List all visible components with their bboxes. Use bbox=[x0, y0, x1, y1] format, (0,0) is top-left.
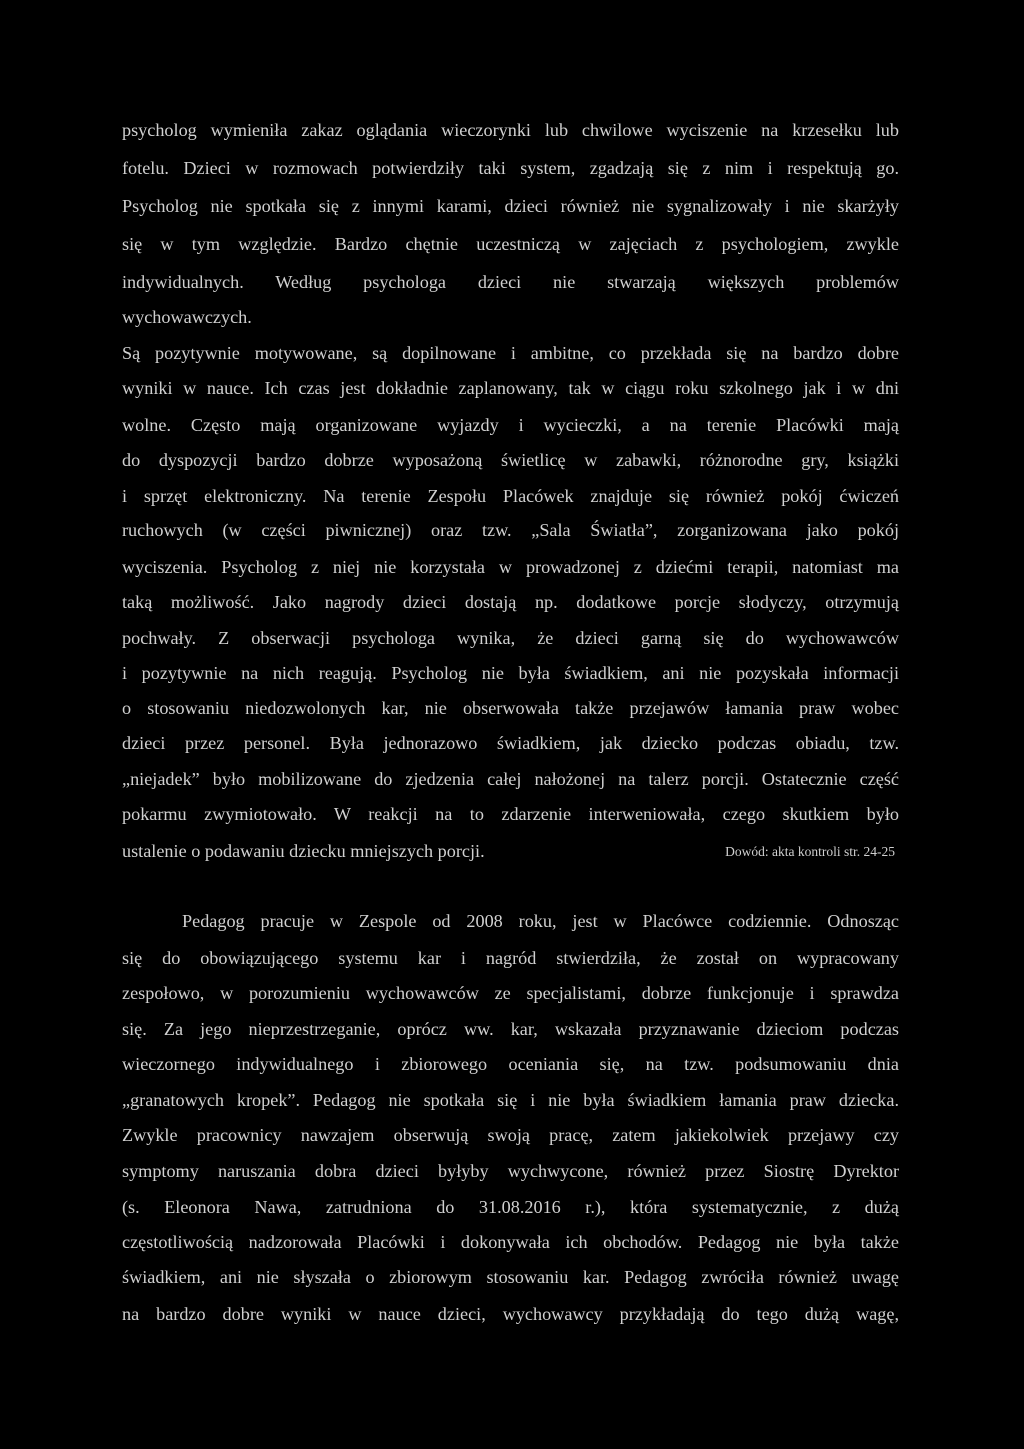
text-line: świadkiem, ani nie słyszała o zbiorowym stosowaniu kar. Pedagog zwróciła również uwagę bbox=[122, 1267, 899, 1287]
text-line: na bardzo dobre wyniki w nauce dzieci, wychowawcy przykładają do tego dużą wagę, bbox=[122, 1304, 899, 1324]
text-line: Psycholog nie spotkała się z innymi karami, dzieci również nie sygnalizowały i nie skarżyły bbox=[122, 196, 899, 216]
text-line: wyniki w nauce. Ich czas jest dokładnie zaplanowany, tak w ciągu roku szkolnego jak i w dni bbox=[122, 378, 899, 398]
text-line: wieczornego indywidualnego i zbiorowego oceniania się, na tzw. podsumowaniu dnia bbox=[122, 1054, 899, 1074]
text-line: o stosowaniu niedozwolonych kar, nie obserwowała także przejawów łamania praw wobec bbox=[122, 698, 899, 718]
text-line: częstotliwością nadzorowała Placówki i dokonywała ich obchodów. Pedagog nie była także bbox=[122, 1232, 899, 1252]
text-line: fotelu. Dzieci w rozmowach potwierdziły taki system, zgadzają się z nim i respektują go. bbox=[122, 158, 899, 178]
text-line: wyciszenia. Psycholog z niej nie korzystała w prowadzonej z dziećmi terapii, natomiast ma bbox=[122, 557, 899, 577]
text-line: „granatowych kropek”. Pedagog nie spotkała się i nie była świadkiem łamania praw dziecka. bbox=[122, 1090, 899, 1110]
text-line: dzieci przez personel. Była jednorazowo świadkiem, jak dziecko podczas obiadu, tzw. bbox=[122, 733, 899, 753]
text-line: i sprzęt elektroniczny. Na terenie Zespołu Placówek znajduje się również pokój ćwiczeń bbox=[122, 486, 899, 506]
text-line: się do obowiązującego systemu kar i nagród stwierdziła, że został on wypracowany bbox=[122, 948, 899, 968]
text-line: wolne. Często mają organizowane wyjazdy i wycieczki, a na terenie Placówki mają bbox=[122, 415, 899, 435]
text-line: taką możliwość. Jako nagrody dzieci dostają np. dodatkowe porcje słodyczy, otrzymują bbox=[122, 592, 899, 612]
text-line: do dyspozycji bardzo dobrze wyposażoną świetlicę w zabawki, różnorodne gry, książki bbox=[122, 450, 899, 470]
text-line: zespołowo, w porozumieniu wychowawców ze specjalistami, dobrze funkcjonuje i sprawdza bbox=[122, 983, 899, 1003]
text-line: się w tym względzie. Bardzo chętnie uczestniczą w zajęciach z psychologiem, zwykle bbox=[122, 234, 899, 254]
text-line: pokarmu zwymiotowało. W reakcji na to zdarzenie interweniowała, czego skutkiem było bbox=[122, 804, 899, 824]
text-line: psycholog wymieniła zakaz oglądania wieczorynki lub chwilowe wyciszenie na krzesełku lub bbox=[122, 120, 899, 140]
text-line: pochwały. Z obserwacji psychologa wynika, że dzieci garną się do wychowawców bbox=[122, 628, 899, 648]
text-line: symptomy naruszania dobra dzieci byłyby wychwycone, również przez Siostrę Dyrektor bbox=[122, 1161, 899, 1181]
text-line: i pozytywnie na nich reagują. Psycholog nie była świadkiem, ani nie pozyskała informacji bbox=[122, 663, 899, 683]
text-line: (s. Eleonora Nawa, zatrudniona do 31.08.2016 r.), która systematycznie, z dużą bbox=[122, 1197, 899, 1217]
closing-line bbox=[122, 834, 899, 868]
text-line: Pedagog pracuje w Zespole od 2008 roku, jest w Placówce codziennie. Odnosząc bbox=[182, 911, 899, 931]
text-line: ruchowych (w części piwnicznej) oraz tzw. „Sala Światła”, zorganizowana jako pokój bbox=[122, 520, 899, 540]
document-page bbox=[122, 0, 899, 1449]
text-line: się. Za jego nieprzestrzeganie, oprócz ww. kar, wskazała przyznawanie dzieciom podczas bbox=[122, 1019, 899, 1039]
text-line: ustalenie o podawaniu dziecku mniejszych porcji. bbox=[122, 841, 485, 861]
text-line: Zwykle pracownicy nawzajem obserwują swoją pracę, zatem jakiekolwiek przejawy czy bbox=[122, 1125, 899, 1145]
evidence-reference: Dowód: akta kontroli str. 24-25 bbox=[725, 844, 895, 859]
text-line: indywidualnych. Według psychologa dzieci nie stwarzają większych problemów bbox=[122, 272, 899, 292]
text-line: Są pozytywnie motywowane, są dopilnowane i ambitne, co przekłada się na bardzo dobre bbox=[122, 343, 899, 363]
text-line: wychowawczych. bbox=[122, 307, 252, 327]
text-line: „niejadek” było mobilizowane do zjedzenia całej nałożonej na talerz porcji. Ostatecznie część bbox=[122, 769, 899, 789]
